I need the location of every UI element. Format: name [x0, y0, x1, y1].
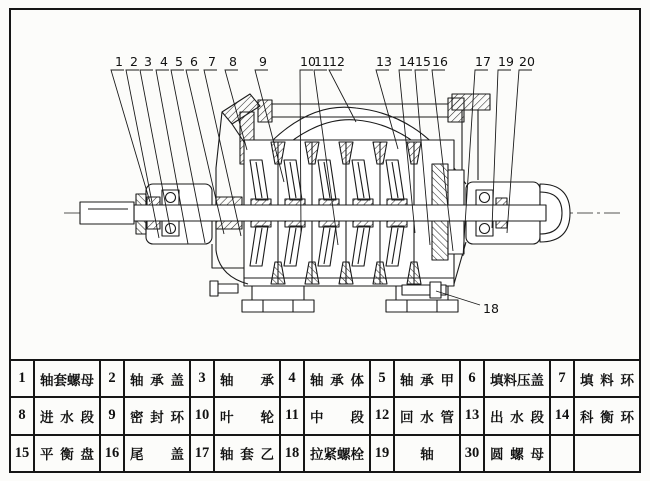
callout-label: 19: [498, 54, 514, 69]
part-number-cell: [551, 436, 573, 471]
part-number-cell: 9: [101, 398, 123, 433]
part-name-cell: 叶 轮: [215, 398, 279, 433]
round-nut: [496, 198, 507, 205]
part-name-cell: 进 水 段: [35, 398, 99, 433]
part-number-cell: 4: [281, 361, 303, 396]
part-name-cell: 轴 套 螺 母: [35, 361, 99, 396]
part-number-cell: 3: [191, 361, 213, 396]
part-number-cell: 16: [101, 436, 123, 471]
part-name-cell: 平 衡 盘: [35, 436, 99, 471]
part-name-cell: 轴 承 体: [305, 361, 369, 396]
part-number-cell: 13: [461, 398, 483, 433]
part-number-cell: 7: [551, 361, 573, 396]
ball-bearing: [480, 224, 490, 234]
callout-label: 5: [175, 54, 183, 69]
callout-label: 9: [259, 54, 267, 69]
callout-label: 2: [130, 54, 138, 69]
part-name-cell: 轴 承: [215, 361, 279, 396]
part-name-cell: 回 水 管: [395, 398, 459, 433]
callout-label: 20: [519, 54, 535, 69]
part-name-cell: 填 料 环: [575, 361, 639, 396]
part-number-cell: 12: [371, 398, 393, 433]
callout-label: 15: [415, 54, 431, 69]
part-name-cell: 尾 盖: [125, 436, 189, 471]
callout-label: 18: [483, 301, 499, 316]
part-number-cell: 17: [191, 436, 213, 471]
callout-label: 1: [115, 54, 123, 69]
part-number-cell: 10: [191, 398, 213, 433]
part-number-cell: 11: [281, 398, 303, 433]
callout-label: 10: [300, 54, 316, 69]
callout-label: 16: [432, 54, 448, 69]
callout-label: 7: [208, 54, 216, 69]
part-name-cell: 中 段: [305, 398, 369, 433]
part-number-cell: 19: [371, 436, 393, 471]
round-nut: [496, 221, 507, 228]
part-number-cell: 2: [101, 361, 123, 396]
part-name-cell: 轴 承 甲: [395, 361, 459, 396]
part-name-cell: [575, 436, 639, 471]
callout-label: 6: [190, 54, 198, 69]
part-number-cell: 30: [461, 436, 483, 471]
parts-table: [9, 359, 641, 473]
callout-label: 17: [475, 54, 491, 69]
part-number-cell: 6: [461, 361, 483, 396]
tie-bolt-nut: [430, 282, 441, 298]
part-name-cell: 密 封 环: [125, 398, 189, 433]
callout-label: 12: [329, 54, 345, 69]
ball-bearing: [480, 193, 490, 203]
part-number-cell: 18: [281, 436, 303, 471]
part-name-cell: 出 水 段: [485, 398, 549, 433]
part-number-cell: 1: [11, 361, 33, 396]
shaft-body: [134, 205, 546, 221]
part-name-cell: 轴 套 乙: [215, 436, 279, 471]
part-name-cell: 圆 螺 母: [485, 436, 549, 471]
part-number-cell: 15: [11, 436, 33, 471]
callout-label: 3: [144, 54, 152, 69]
callout-label: 11: [314, 54, 330, 69]
part-number-cell: 5: [371, 361, 393, 396]
part-name-cell: 科 衡 环: [575, 398, 639, 433]
packing-gland-top: [216, 197, 242, 205]
part-number-cell: 8: [11, 398, 33, 433]
callout-label: 13: [376, 54, 392, 69]
part-name-cell: 填 料 压 盖: [485, 361, 549, 396]
callout-label: 4: [160, 54, 168, 69]
callout-label: 8: [229, 54, 237, 69]
ball-bearing: [166, 193, 176, 203]
part-number-cell: 14: [551, 398, 573, 433]
part-name-cell: 轴 承 盖: [125, 361, 189, 396]
part-name-cell: 拉 紧 螺 栓: [305, 436, 369, 471]
discharge-flange: [452, 94, 490, 110]
part-name-cell: 轴: [395, 436, 459, 471]
foot-left: [242, 286, 314, 312]
callout-label: 14: [399, 54, 415, 69]
shaft: [80, 202, 546, 224]
shaft-sleeve-nut: [147, 221, 160, 229]
return-pipe-collar-left: [258, 100, 272, 122]
coupling-end: [80, 202, 134, 224]
